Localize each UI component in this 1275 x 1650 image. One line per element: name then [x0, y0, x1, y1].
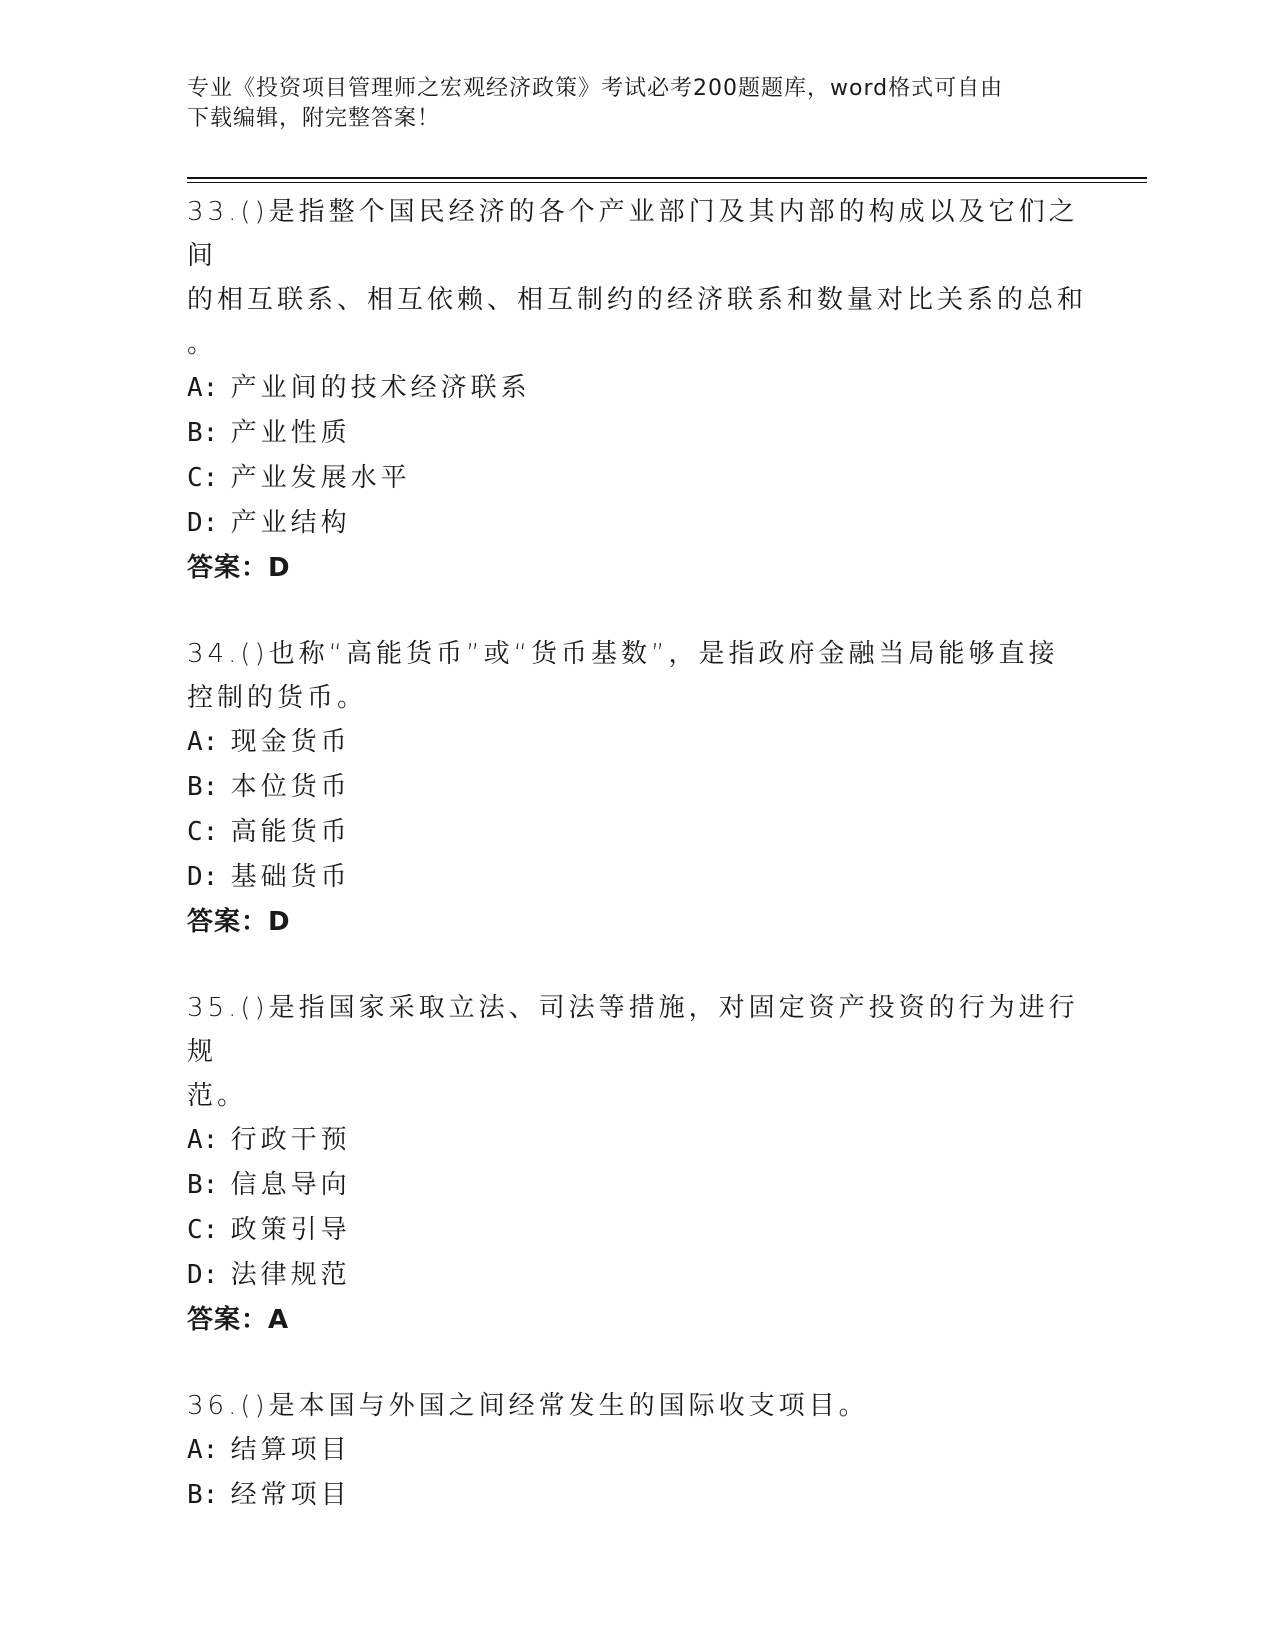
option-b: B: 信息导向	[187, 1170, 351, 1200]
question-stem-line: 35.()是指国家采取立法、司法等措施，对固定资产投资的行为进行规	[187, 993, 1079, 1067]
option-b: B: 产业性质	[187, 418, 351, 448]
question-stem-line: 的相互联系、相互依赖、相互制约的经济联系和数量对比关系的总和	[187, 285, 1088, 315]
question-stem-line: 36.()是本国与外国之间经常发生的国际收支项目。	[187, 1391, 869, 1421]
header-divider	[187, 177, 1147, 179]
answer: 答案：D	[187, 553, 291, 583]
question-33	[187, 190, 1107, 590]
question-36	[187, 1384, 1107, 1518]
option-b: B: 经常项目	[187, 1480, 351, 1510]
answer: 答案：A	[187, 1305, 290, 1335]
option-c: C: 高能货币	[187, 817, 351, 847]
question-stem-line: 范。	[187, 1081, 248, 1111]
option-d: D: 产业结构	[187, 508, 351, 538]
question-34	[187, 632, 1107, 944]
option-a: A: 产业间的技术经济联系	[187, 373, 531, 403]
question-stem-line: 。	[187, 329, 218, 359]
option-c: C: 产业发展水平	[187, 463, 411, 493]
option-c: C: 政策引导	[187, 1215, 351, 1245]
document-header	[187, 74, 1087, 134]
question-stem-line: 34.()也称“高能货币”或“货币基数”，是指政府金融当局能够直接	[187, 639, 1059, 669]
answer: 答案：D	[187, 907, 291, 937]
option-a: A: 现金货币	[187, 727, 351, 757]
header-divider-thin	[187, 182, 1147, 183]
question-list	[187, 190, 1107, 1518]
option-a: A: 结算项目	[187, 1435, 351, 1465]
question-stem-line: 33.()是指整个国民经济的各个产业部门及其内部的构成以及它们之间	[187, 197, 1079, 271]
header-line-2: 下载编辑，附完整答案！	[187, 106, 441, 131]
question-stem-line: 控制的货币。	[187, 683, 368, 713]
header-line-1: 专业《投资项目管理师之宏观经济政策》考试必考200题题库，word格式可自由	[187, 76, 1004, 101]
option-a: A: 行政干预	[187, 1125, 351, 1155]
option-d: D: 基础货币	[187, 862, 351, 892]
question-35	[187, 986, 1107, 1342]
option-d: D: 法律规范	[187, 1260, 351, 1290]
option-b: B: 本位货币	[187, 772, 351, 802]
